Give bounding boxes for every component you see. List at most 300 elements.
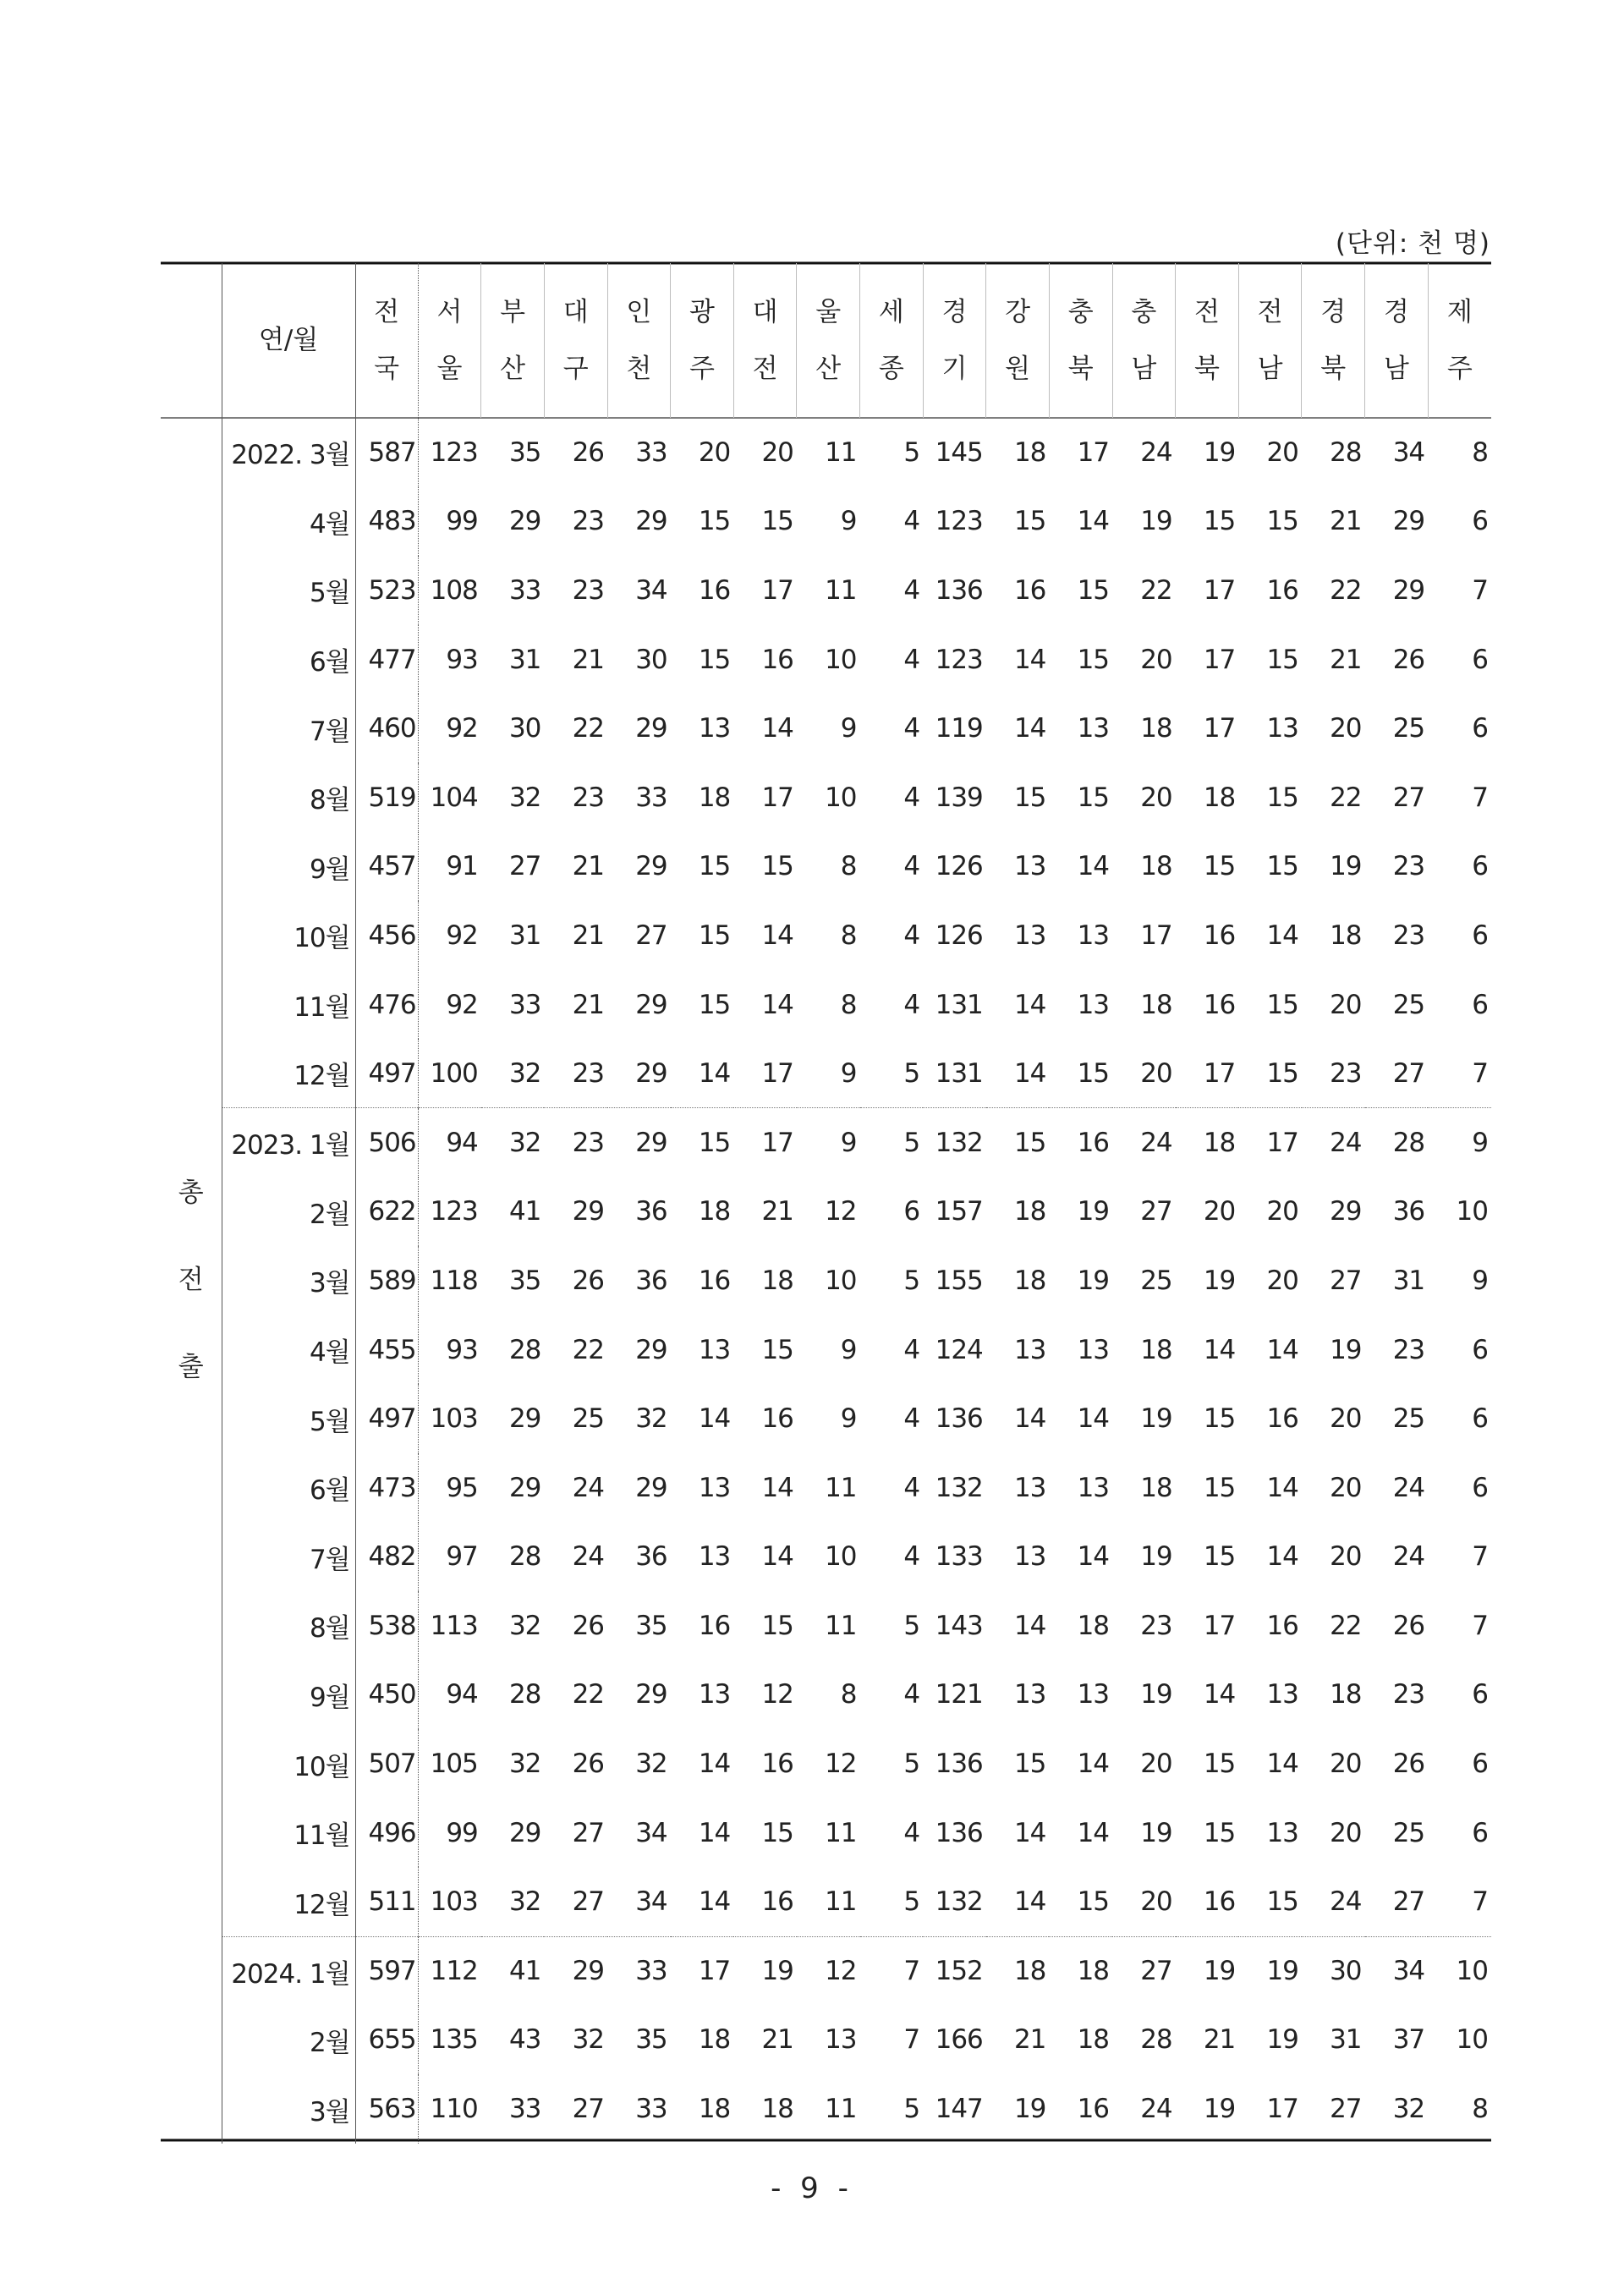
cell-value: 18 xyxy=(761,1265,793,1296)
cell-value: 15 xyxy=(1203,1817,1236,1848)
row-year-month: 6월 xyxy=(222,1453,355,1523)
cell-value: 26 xyxy=(572,1749,605,1780)
cell-value: 132 xyxy=(923,1108,986,1178)
cell-value: 13 xyxy=(1013,1679,1046,1710)
cell-national: 519 xyxy=(355,763,418,832)
cell-value: 27 xyxy=(1140,1196,1172,1227)
cell-value: 14 xyxy=(1266,1541,1298,1573)
cell-value: 15 xyxy=(1266,506,1298,537)
cell-value: 20 xyxy=(1266,436,1298,468)
cell-value: 29 xyxy=(635,713,667,744)
cell-value: 32 xyxy=(508,1610,541,1641)
cell-value: 97 xyxy=(418,1523,481,1592)
cell-value: 15 xyxy=(698,506,731,537)
cell-value: 13 xyxy=(698,1472,731,1503)
header-region-char: 광 xyxy=(689,296,715,327)
cell-value: 18 xyxy=(1330,1679,1362,1710)
cell-value: 26 xyxy=(1392,1610,1425,1641)
cell-value: 18 xyxy=(1077,2024,1110,2056)
cell-value: 9 xyxy=(840,1334,857,1365)
cell-value: 24 xyxy=(572,1472,605,1503)
cell-value: 35 xyxy=(508,436,541,468)
cell-national: 482 xyxy=(355,1523,418,1592)
cell-value: 92 xyxy=(418,694,481,763)
header-region-char: 종 xyxy=(878,353,904,384)
cell-value: 43 xyxy=(508,2024,541,2056)
cell-national: 655 xyxy=(355,2006,418,2075)
cell-value: 21 xyxy=(761,2024,793,2056)
cell-value: 20 xyxy=(1266,1196,1298,1227)
cell-value: 18 xyxy=(698,1196,731,1227)
cell-value: 25 xyxy=(1392,1403,1425,1435)
cell-value: 16 xyxy=(1203,989,1236,1020)
cell-value: 18 xyxy=(1140,1472,1172,1503)
cell-value: 121 xyxy=(935,1679,983,1710)
cell-value: 145 xyxy=(935,436,983,468)
cell-value: 5 xyxy=(860,1108,924,1178)
cell-value: 21 xyxy=(1330,644,1362,675)
cell-value: 14 xyxy=(761,1541,793,1573)
row-year-month: 12월 xyxy=(222,1867,355,1936)
cell-value: 19 xyxy=(1077,1265,1110,1296)
cell-value: 8 xyxy=(1472,436,1488,468)
cell-value: 30 xyxy=(1302,1936,1365,2006)
cell-value: 18 xyxy=(1077,1610,1110,1641)
cell-value: 16 xyxy=(698,1610,731,1641)
cell-value: 13 xyxy=(1013,851,1046,882)
cell-value: 19 xyxy=(1330,851,1362,882)
cell-value: 135 xyxy=(418,2006,481,2075)
cell-value: 92 xyxy=(418,901,481,970)
header-region-char: 전 xyxy=(752,353,778,384)
header-region-char: 북 xyxy=(1320,353,1347,384)
cell-value: 19 xyxy=(1330,1334,1362,1365)
cell-value: 17 xyxy=(733,1108,797,1178)
header-region-char: 남 xyxy=(1257,353,1283,384)
cell-value: 18 xyxy=(1203,782,1236,813)
table-row xyxy=(161,2006,1491,2075)
cell-value: 15 xyxy=(1077,1886,1110,1918)
cell-value: 13 xyxy=(1077,1334,1110,1365)
cell-value: 28 xyxy=(1365,1108,1429,1178)
cell-national: 587 xyxy=(355,418,418,487)
cell-value: 29 xyxy=(508,1403,541,1435)
cell-value: 15 xyxy=(1203,1472,1236,1503)
cell-value: 21 xyxy=(1013,2024,1046,2056)
cell-value: 11 xyxy=(825,574,857,606)
table-row xyxy=(161,1178,1491,1247)
cell-value: 139 xyxy=(935,782,983,813)
cell-value: 99 xyxy=(418,1798,481,1868)
cell-value: 103 xyxy=(418,1384,481,1453)
cell-value: 22 xyxy=(572,1334,605,1365)
cell-value: 32 xyxy=(572,2024,605,2056)
cell-value: 27 xyxy=(1392,1886,1425,1918)
cell-value: 15 xyxy=(1013,506,1046,537)
cell-value: 10 xyxy=(825,1265,857,1296)
cell-value: 15 xyxy=(1203,1541,1236,1573)
cell-value: 6 xyxy=(1472,1472,1488,1503)
row-year-month: 7월 xyxy=(222,1523,355,1592)
cell-value: 15 xyxy=(1203,1749,1236,1780)
cell-national: 497 xyxy=(355,1039,418,1108)
cell-value: 12 xyxy=(797,1936,860,2006)
cell-value: 14 xyxy=(698,1057,731,1089)
cell-value: 24 xyxy=(1330,1886,1362,1918)
header-region-17 xyxy=(1428,263,1491,418)
cell-value: 20 xyxy=(1140,644,1172,675)
row-year-month: 6월 xyxy=(222,625,355,695)
cell-value: 21 xyxy=(572,851,605,882)
cell-value: 4 xyxy=(903,1679,920,1710)
table-row xyxy=(161,1523,1491,1592)
cell-value: 21 xyxy=(1203,2024,1236,2056)
cell-value: 22 xyxy=(572,1679,605,1710)
cell-national: 563 xyxy=(355,2074,418,2144)
header-region-char: 산 xyxy=(815,353,842,384)
cell-national: 483 xyxy=(355,487,418,557)
cell-value: 136 xyxy=(935,1817,983,1848)
cell-value: 18 xyxy=(1013,1265,1046,1296)
cell-value: 14 xyxy=(1013,1886,1046,1918)
cell-national: 511 xyxy=(355,1867,418,1936)
cell-value: 92 xyxy=(418,970,481,1040)
cell-value: 4 xyxy=(903,851,920,882)
cell-national: 455 xyxy=(355,1315,418,1385)
cell-value: 4 xyxy=(903,644,920,675)
cell-value: 29 xyxy=(607,1108,671,1178)
cell-value: 13 xyxy=(1266,1679,1298,1710)
cell-value: 25 xyxy=(572,1403,605,1435)
cell-value: 10 xyxy=(825,1541,857,1573)
cell-value: 18 xyxy=(761,2094,793,2125)
cell-value: 29 xyxy=(1330,1196,1362,1227)
row-year-month: 2024. 1월 xyxy=(222,1936,355,2006)
cell-value: 136 xyxy=(935,1749,983,1780)
table-row xyxy=(161,1936,1491,2006)
cell-value: 32 xyxy=(508,1749,541,1780)
cell-value: 11 xyxy=(825,436,857,468)
cell-national: 450 xyxy=(355,1661,418,1730)
cell-value: 93 xyxy=(418,625,481,695)
header-region-char: 세 xyxy=(878,296,904,327)
header-region-7 xyxy=(797,263,860,418)
cell-value: 136 xyxy=(935,1403,983,1435)
cell-value: 22 xyxy=(1330,574,1362,606)
cell-value: 18 xyxy=(1013,1196,1046,1227)
cell-value: 6 xyxy=(1472,1679,1488,1710)
cell-value: 7 xyxy=(1472,1610,1488,1641)
cell-national: 538 xyxy=(355,1591,418,1661)
cell-value: 15 xyxy=(761,506,793,537)
cell-value: 35 xyxy=(508,1265,541,1296)
cell-value: 22 xyxy=(1330,1610,1362,1641)
cell-value: 155 xyxy=(935,1265,983,1296)
group-label-char: 총 xyxy=(178,1178,204,1209)
cell-value: 32 xyxy=(508,1886,541,1918)
cell-national: 589 xyxy=(355,1246,418,1315)
cell-national: 497 xyxy=(355,1384,418,1453)
cell-value: 20 xyxy=(1140,1749,1172,1780)
cell-value: 29 xyxy=(508,1472,541,1503)
cell-value: 15 xyxy=(1266,1057,1298,1089)
cell-value: 14 xyxy=(761,713,793,744)
cell-value: 5 xyxy=(903,2094,920,2125)
row-year-month: 5월 xyxy=(222,556,355,625)
cell-value: 33 xyxy=(508,574,541,606)
table-row xyxy=(161,1661,1491,1730)
group-label-char: 전 xyxy=(178,1265,204,1296)
cell-value: 132 xyxy=(935,1886,983,1918)
cell-value: 14 xyxy=(761,920,793,951)
table-row xyxy=(161,1867,1491,1936)
cell-value: 119 xyxy=(935,713,983,744)
cell-value: 19 xyxy=(1140,506,1172,537)
cell-value: 118 xyxy=(418,1246,481,1315)
table-row xyxy=(161,1315,1491,1385)
header-region-char: 충 xyxy=(1131,296,1157,327)
cell-value: 19 xyxy=(1266,2024,1298,2056)
row-year-month: 2월 xyxy=(222,2006,355,2075)
cell-value: 15 xyxy=(761,1334,793,1365)
header-region-4 xyxy=(607,263,671,418)
row-year-month: 12월 xyxy=(222,1039,355,1108)
cell-value: 20 xyxy=(1203,1196,1236,1227)
cell-value: 99 xyxy=(418,487,481,557)
cell-value: 14 xyxy=(1077,1403,1110,1435)
cell-value: 32 xyxy=(1392,2094,1425,2125)
cell-value: 25 xyxy=(1392,989,1425,1020)
cell-value: 32 xyxy=(508,1057,541,1089)
cell-value: 21 xyxy=(761,1196,793,1227)
cell-value: 23 xyxy=(572,782,605,813)
header-region-6 xyxy=(733,263,797,418)
cell-value: 4 xyxy=(903,1472,920,1503)
cell-value: 152 xyxy=(923,1936,986,2006)
header-region-char: 전 xyxy=(1193,296,1220,327)
cell-value: 37 xyxy=(1392,2024,1425,2056)
cell-value: 28 xyxy=(1140,2024,1172,2056)
cell-value: 18 xyxy=(1140,713,1172,744)
cell-value: 5 xyxy=(903,1886,920,1918)
cell-value: 103 xyxy=(418,1867,481,1936)
cell-value: 18 xyxy=(1140,851,1172,882)
cell-value: 6 xyxy=(1472,920,1488,951)
cell-value: 36 xyxy=(635,1265,667,1296)
cell-value: 19 xyxy=(1203,436,1236,468)
cell-value: 147 xyxy=(935,2094,983,2125)
header-region-8 xyxy=(860,263,924,418)
cell-value: 18 xyxy=(986,1936,1050,2006)
cell-value: 22 xyxy=(1140,574,1172,606)
header-region-0 xyxy=(355,263,418,418)
cell-value: 4 xyxy=(903,506,920,537)
header-region-char: 경 xyxy=(941,296,968,327)
cell-value: 25 xyxy=(1392,713,1425,744)
header-row xyxy=(161,263,1491,418)
cell-value: 143 xyxy=(935,1610,983,1641)
cell-value: 9 xyxy=(1472,1265,1488,1296)
cell-national: 523 xyxy=(355,556,418,625)
cell-value: 7 xyxy=(1472,1057,1488,1089)
cell-value: 17 xyxy=(1266,2094,1298,2125)
cell-value: 13 xyxy=(1266,713,1298,744)
header-region-char: 서 xyxy=(436,296,463,327)
cell-value: 18 xyxy=(1049,1936,1112,2006)
cell-value: 29 xyxy=(635,989,667,1020)
cell-value: 20 xyxy=(1266,1265,1298,1296)
cell-value: 28 xyxy=(508,1541,541,1573)
cell-value: 24 xyxy=(1140,436,1172,468)
row-year-month: 8월 xyxy=(222,1591,355,1661)
cell-value: 13 xyxy=(1013,1472,1046,1503)
cell-value: 27 xyxy=(1112,1936,1176,2006)
cell-value: 23 xyxy=(1392,851,1425,882)
cell-value: 5 xyxy=(903,1057,920,1089)
cell-value: 11 xyxy=(825,1472,857,1503)
table-row xyxy=(161,1729,1491,1798)
cell-value: 19 xyxy=(1238,1936,1302,2006)
cell-value: 18 xyxy=(1330,920,1362,951)
cell-value: 29 xyxy=(635,1472,667,1503)
cell-national: 477 xyxy=(355,625,418,695)
cell-value: 4 xyxy=(903,1817,920,1848)
cell-value: 34 xyxy=(1365,1936,1429,2006)
cell-value: 17 xyxy=(1203,644,1236,675)
cell-value: 15 xyxy=(1266,989,1298,1020)
cell-value: 105 xyxy=(418,1729,481,1798)
cell-value: 36 xyxy=(635,1196,667,1227)
cell-value: 30 xyxy=(508,713,541,744)
cell-value: 18 xyxy=(698,2024,731,2056)
header-region-char: 전 xyxy=(1257,296,1283,327)
header-region-char: 울 xyxy=(815,296,842,327)
cell-value: 9 xyxy=(840,1403,857,1435)
cell-value: 123 xyxy=(935,506,983,537)
cell-value: 33 xyxy=(635,436,667,468)
cell-value: 19 xyxy=(1013,2094,1046,2125)
cell-value: 113 xyxy=(418,1591,481,1661)
cell-value: 14 xyxy=(1266,1472,1298,1503)
cell-national: 506 xyxy=(355,1108,418,1178)
cell-value: 15 xyxy=(698,851,731,882)
cell-value: 27 xyxy=(572,1886,605,1918)
cell-value: 24 xyxy=(1140,2094,1172,2125)
cell-value: 16 xyxy=(1049,1108,1112,1178)
cell-value: 18 xyxy=(1140,1334,1172,1365)
cell-value: 17 xyxy=(1077,436,1110,468)
cell-value: 23 xyxy=(1392,1679,1425,1710)
cell-value: 25 xyxy=(1140,1265,1172,1296)
header-region-14 xyxy=(1238,263,1302,418)
cell-value: 7 xyxy=(903,2024,920,2056)
cell-value: 4 xyxy=(903,1541,920,1573)
cell-value: 17 xyxy=(1140,920,1172,951)
cell-value: 93 xyxy=(418,1315,481,1385)
cell-value: 14 xyxy=(1077,506,1110,537)
cell-value: 28 xyxy=(508,1679,541,1710)
cell-national: 496 xyxy=(355,1798,418,1868)
cell-value: 13 xyxy=(1077,1472,1110,1503)
cell-value: 16 xyxy=(1266,574,1298,606)
cell-national: 456 xyxy=(355,901,418,970)
cell-value: 14 xyxy=(1266,1749,1298,1780)
cell-value: 13 xyxy=(1077,1679,1110,1710)
cell-value: 9 xyxy=(797,1108,860,1178)
header-region-char: 주 xyxy=(689,353,715,384)
cell-value: 19 xyxy=(1140,1679,1172,1710)
cell-value: 20 xyxy=(1330,1403,1362,1435)
group-label xyxy=(161,418,222,2144)
cell-value: 17 xyxy=(761,782,793,813)
cell-value: 4 xyxy=(903,782,920,813)
row-year-month: 9월 xyxy=(222,1661,355,1730)
cell-value: 24 xyxy=(1392,1472,1425,1503)
cell-value: 15 xyxy=(761,1610,793,1641)
cell-value: 22 xyxy=(572,713,605,744)
cell-value: 27 xyxy=(635,920,667,951)
header-group-corner xyxy=(161,263,222,418)
header-region-3 xyxy=(544,263,607,418)
cell-value: 14 xyxy=(1013,644,1046,675)
cell-value: 29 xyxy=(1392,506,1425,537)
cell-value: 14 xyxy=(698,1403,731,1435)
cell-value: 15 xyxy=(761,851,793,882)
cell-value: 33 xyxy=(635,2094,667,2125)
cell-value: 29 xyxy=(635,851,667,882)
cell-value: 14 xyxy=(1203,1334,1236,1365)
cell-value: 31 xyxy=(1392,1265,1425,1296)
row-year-month: 7월 xyxy=(222,694,355,763)
cell-value: 14 xyxy=(1013,1817,1046,1848)
cell-value: 24 xyxy=(572,1541,605,1573)
cell-value: 19 xyxy=(1203,1265,1236,1296)
cell-value: 4 xyxy=(903,989,920,1020)
cell-value: 16 xyxy=(1077,2094,1110,2125)
cell-value: 136 xyxy=(935,574,983,606)
cell-value: 21 xyxy=(572,989,605,1020)
table-row xyxy=(161,1039,1491,1108)
cell-national: 597 xyxy=(355,1936,418,2006)
cell-value: 17 xyxy=(761,574,793,606)
cell-value: 23 xyxy=(572,1057,605,1089)
cell-value: 9 xyxy=(840,506,857,537)
header-region-char: 원 xyxy=(1005,353,1031,384)
cell-value: 34 xyxy=(635,574,667,606)
cell-value: 6 xyxy=(1472,989,1488,1020)
cell-value: 14 xyxy=(1266,1334,1298,1365)
cell-value: 12 xyxy=(825,1749,857,1780)
row-year-month: 10월 xyxy=(222,1729,355,1798)
cell-value: 35 xyxy=(635,1610,667,1641)
cell-value: 10 xyxy=(1456,1196,1488,1227)
cell-value: 13 xyxy=(1077,920,1110,951)
cell-value: 12 xyxy=(761,1679,793,1710)
cell-value: 29 xyxy=(544,1936,607,2006)
cell-value: 17 xyxy=(761,1057,793,1089)
cell-value: 19 xyxy=(733,1936,797,2006)
cell-value: 36 xyxy=(1392,1196,1425,1227)
cell-value: 32 xyxy=(508,782,541,813)
cell-value: 29 xyxy=(508,506,541,537)
cell-value: 126 xyxy=(935,851,983,882)
cell-value: 124 xyxy=(935,1334,983,1365)
cell-value: 11 xyxy=(825,1610,857,1641)
header-region-5 xyxy=(671,263,734,418)
cell-value: 6 xyxy=(1472,1749,1488,1780)
row-year-month: 3월 xyxy=(222,2074,355,2144)
cell-value: 33 xyxy=(508,989,541,1020)
